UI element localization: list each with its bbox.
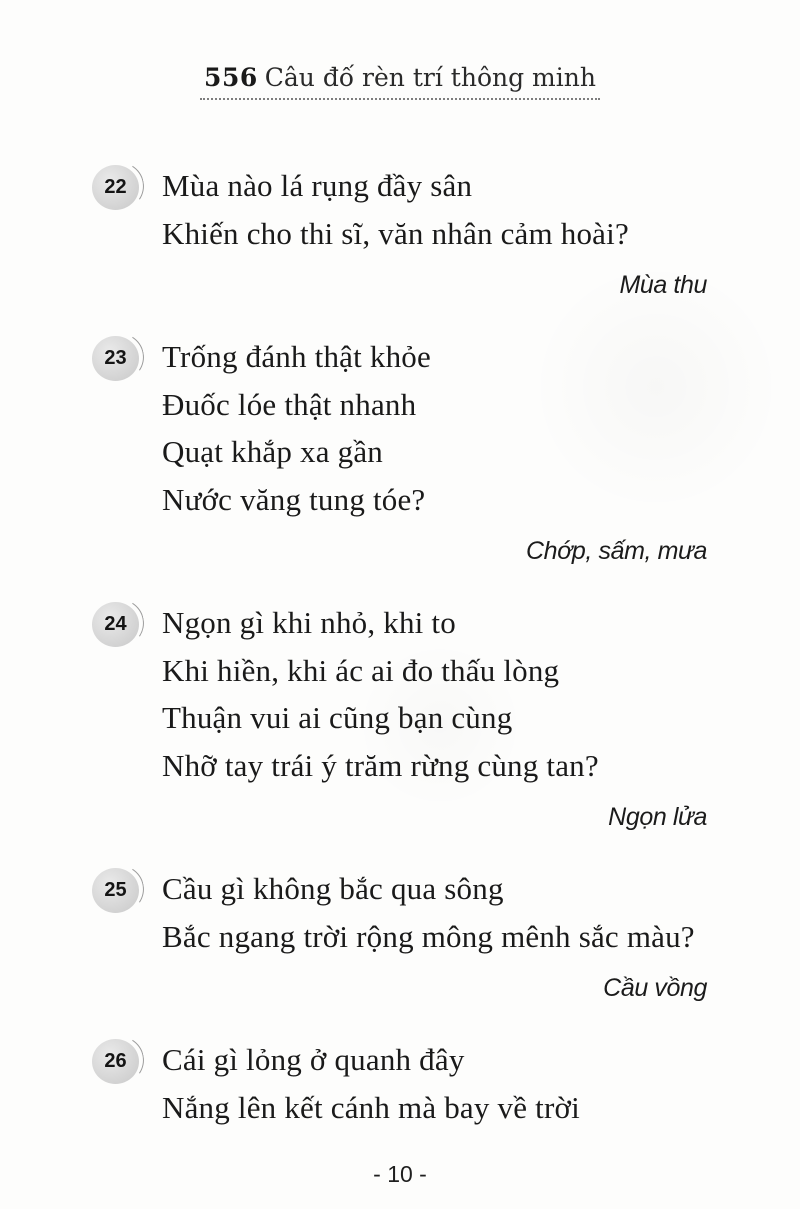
page-number: - 10 - — [373, 1161, 427, 1187]
riddle-number: 23 — [104, 347, 127, 369]
riddle-line: Nước văng tung tóe? — [162, 481, 426, 517]
riddle-answer: Cầu vồng — [603, 974, 707, 1002]
riddle-text — [162, 162, 707, 257]
riddle-line: Mùa nào lá rụng đầy sân — [162, 168, 473, 203]
riddle-number-badge — [92, 868, 139, 913]
riddle-number: 22 — [104, 176, 127, 198]
page-header — [0, 62, 800, 100]
riddle-answer: Ngọn lửa — [608, 803, 707, 831]
riddle-text — [162, 333, 707, 523]
riddle-line: Đuốc lóe thật nhanh — [162, 386, 417, 422]
riddle-23 — [0, 333, 800, 569]
riddle-number-badge — [92, 336, 139, 381]
riddle-number: 25 — [104, 879, 127, 901]
riddle-number: 24 — [104, 613, 127, 635]
riddle-line: Khi hiền, khi ác ai đo thấu lòng — [162, 652, 560, 688]
book-title-text: Câu đố rèn trí thông minh — [264, 63, 596, 92]
riddle-22 — [0, 162, 800, 303]
riddle-line: Cái gì lỏng ở quanh đây — [162, 1042, 465, 1077]
riddle-line: Bắc ngang trời rộng mông mênh sắc màu? — [162, 918, 695, 954]
riddle-25 — [0, 865, 800, 1006]
riddle-text — [162, 865, 707, 960]
riddle-number-badge — [92, 1039, 139, 1084]
riddle-line: Nhỡ tay trái ý trăm rừng cùng tan? — [162, 747, 599, 783]
riddle-number-badge — [92, 602, 139, 647]
riddle-26 — [0, 1036, 800, 1131]
riddle-24 — [0, 599, 800, 835]
riddle-line: Nắng lên kết cánh mà bay về trời — [162, 1089, 580, 1125]
riddle-line: Ngọn gì khi nhỏ, khi to — [162, 605, 456, 640]
riddle-line: Thuận vui ai cũng bạn cùng — [162, 700, 513, 735]
book-title-number: 556 — [204, 63, 258, 92]
riddle-number: 26 — [104, 1050, 127, 1072]
riddle-line: Quạt khắp xa gần — [162, 434, 383, 469]
riddle-answer: Chớp, sấm, mưa — [526, 537, 707, 565]
book-title — [200, 62, 600, 100]
riddle-number-badge — [92, 165, 139, 210]
riddle-line: Trống đánh thật khỏe — [162, 339, 431, 374]
riddle-line: Cầu gì không bắc qua sông — [162, 871, 504, 906]
riddle-line: Khiến cho thi sĩ, văn nhân cảm hoài? — [162, 215, 629, 251]
riddle-answer: Mùa thu — [619, 271, 707, 299]
riddle-text — [162, 1036, 707, 1131]
riddle-text — [162, 599, 707, 789]
